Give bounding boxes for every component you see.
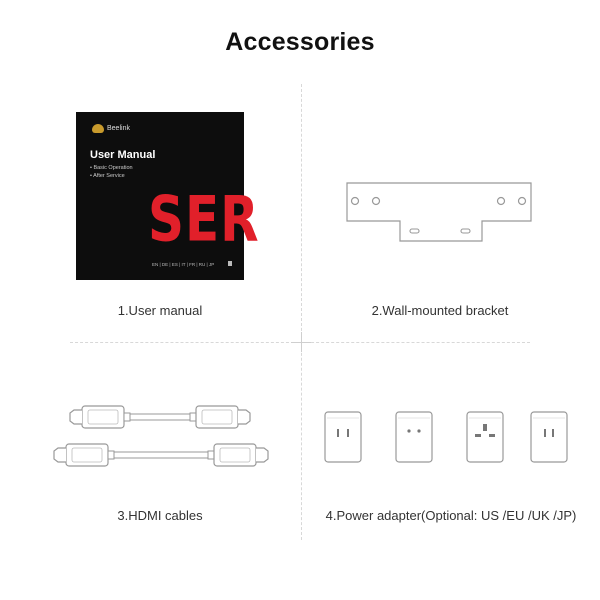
caption-user-manual: 1.User manual [117, 303, 203, 318]
caption-wall-bracket: 2.Wall-mounted bracket [371, 303, 509, 318]
manual-languages: EN | DE | ES | IT | FR | RU | JP [152, 262, 215, 267]
manual-mark [228, 261, 232, 266]
manual-heading: User Manual [90, 149, 156, 161]
brand-name: Beelink [107, 125, 130, 132]
power-plug-us-icon [323, 410, 363, 466]
user-manual-cover [76, 112, 260, 280]
beelink-logo-icon [92, 124, 104, 133]
divider-vertical [301, 84, 302, 540]
center-cross-vertical [301, 332, 302, 352]
manual-bullet: • Basic Operation [90, 165, 133, 171]
manual-bullet: • After Service [90, 173, 125, 179]
power-plug-uk-icon [465, 410, 505, 466]
power-plug-jp-icon [529, 410, 569, 466]
model-name: SER [148, 183, 260, 256]
caption-power-adapter: 4.Power adapter(Optional: US /EU /UK /JP) [325, 508, 577, 523]
power-plug-eu-icon [394, 410, 434, 466]
caption-hdmi-cables: 3.HDMI cables [117, 508, 203, 523]
hdmi-cable-icon [52, 398, 272, 478]
wall-bracket-icon [340, 178, 540, 248]
page-title: Accessories [225, 28, 375, 56]
brand [92, 124, 130, 133]
